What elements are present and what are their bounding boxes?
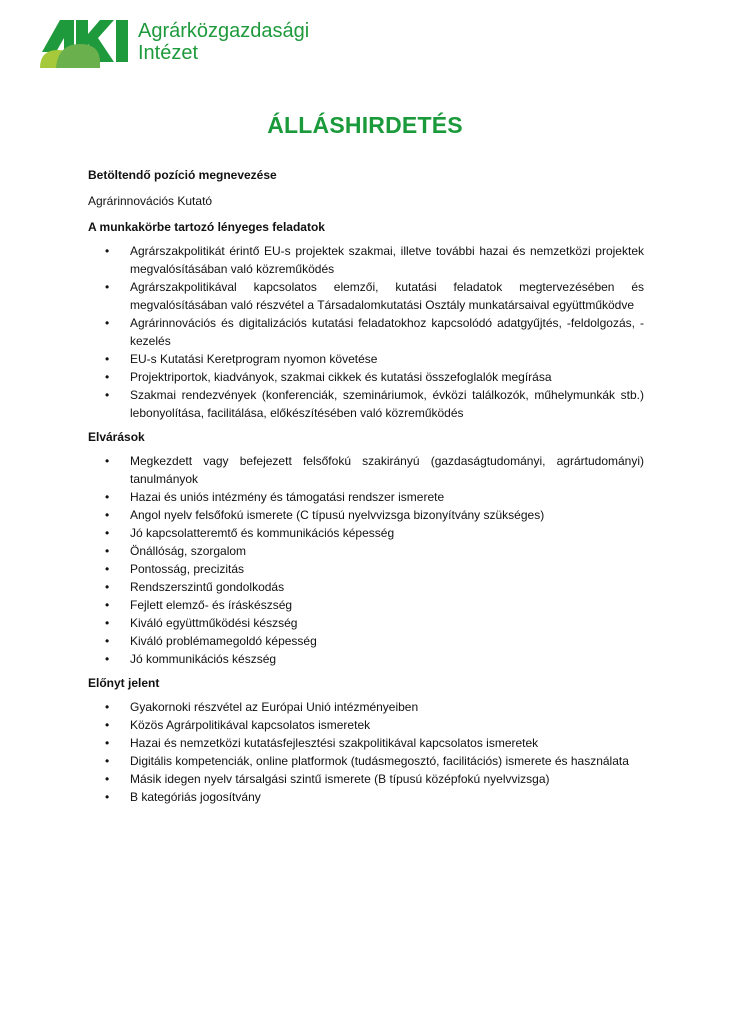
bullet-icon: • <box>105 736 110 750</box>
list-item <box>88 614 644 632</box>
list-item-text: Kiváló problémamegoldó képesség <box>130 634 317 648</box>
section-requirements <box>88 428 644 668</box>
list-item-text: Önállóság, szorgalom <box>130 544 247 558</box>
list-item <box>88 698 644 716</box>
list-item-text: Agrárszakpolitikát érintő EU-s projektek szakmai, illetve további hazai és nemzetközi projektek megvalósításában való közreműködés <box>130 244 644 276</box>
bullet-icon: • <box>105 508 110 522</box>
list-item <box>88 350 644 368</box>
bullet-icon: • <box>105 544 110 558</box>
list-item <box>88 386 644 422</box>
list-item <box>88 314 644 350</box>
institute-name-line-1: Agrárközgazdasági <box>138 20 310 42</box>
bullet-icon: • <box>105 454 110 468</box>
bullet-icon: • <box>105 718 110 732</box>
list-item-text: Projektriportok, kiadványok, szakmai cikkek és kutatási összefoglalók megírása <box>130 370 552 384</box>
bullet-icon: • <box>105 652 110 666</box>
list-item <box>88 650 644 668</box>
bullet-icon: • <box>105 790 110 804</box>
bullet-icon: • <box>105 580 110 594</box>
section-heading: Előnyt jelent <box>88 676 160 690</box>
bullet-list <box>88 452 644 668</box>
bullet-icon: • <box>105 700 110 714</box>
institute-name <box>138 20 309 64</box>
section-advantages <box>88 674 644 806</box>
bullet-icon: • <box>105 754 110 768</box>
list-item-text: Angol nyelv felsőfokú ismerete (C típusú nyelvvizsga bizonyítvány szükséges) <box>130 508 545 522</box>
list-item-text: Másik idegen nyelv társalgási szintű ismerete (B típusú középfokú nyelvvizsga) <box>130 772 550 786</box>
list-item-text: Gyakornoki részvétel az Európai Unió intézményeiben <box>130 700 419 714</box>
institute-name-line-2: Intézet <box>138 42 199 64</box>
position-heading: Betöltendő pozíció megnevezése <box>88 168 277 182</box>
list-item <box>88 788 644 806</box>
bullet-icon: • <box>105 634 110 648</box>
list-item <box>88 734 644 752</box>
list-item-text: Rendszerszintű gondolkodás <box>130 580 285 594</box>
list-item-text: Szakmai rendezvények (konferenciák, szemináriumok, évközi találkozók, műhelymunkák stb.) lebonyolítása, facilitálása, előkészítésében való közreműködés <box>130 388 644 420</box>
list-item <box>88 452 644 488</box>
bullet-icon: • <box>105 526 110 540</box>
bullet-icon: • <box>105 616 110 630</box>
job-posting-body <box>88 166 644 812</box>
bullet-icon: • <box>105 490 110 504</box>
list-item-text: Közös Agrárpolitikával kapcsolatos ismeretek <box>130 718 371 732</box>
list-item <box>88 506 644 524</box>
list-item-text: Digitális kompetenciák, online platformok (tudásmegosztó, facilitációs) ismerete és használata <box>130 754 629 768</box>
list-item <box>88 242 644 278</box>
bullet-icon: • <box>105 316 110 330</box>
bullet-list <box>88 242 644 422</box>
section-heading: A munkakörbe tartozó lényeges feladatok <box>88 220 325 234</box>
sections <box>88 218 644 806</box>
bullet-icon: • <box>105 370 110 384</box>
list-item-text: B kategóriás jogosítvány <box>130 790 261 804</box>
list-item-text: Megkezdett vagy befejezett felsőfokú szakirányú (gazdaságtudományi, agrártudományi) tanulmányok <box>130 454 644 486</box>
list-item-text: Kiváló együttműködési készség <box>130 616 298 630</box>
aki-logo <box>40 16 340 68</box>
bullet-icon: • <box>105 598 110 612</box>
list-item <box>88 578 644 596</box>
list-item-text: Jó kommunikációs készség <box>130 652 277 666</box>
list-item-text: Agrárszakpolitikával kapcsolatos elemzői, kutatási feladatok megtervezésében és megvalósításában való részvétel a Társadalomkutatási Osztály munkatársaival együttműködve <box>130 280 644 312</box>
bullet-icon: • <box>105 280 110 294</box>
aki-logo-mark-icon <box>40 16 136 68</box>
list-item <box>88 632 644 650</box>
bullet-icon: • <box>105 244 110 258</box>
list-item <box>88 542 644 560</box>
list-item <box>88 752 644 770</box>
list-item <box>88 524 644 542</box>
position-value: Agrárinnovációs Kutató <box>88 194 213 208</box>
bullet-icon: • <box>105 388 110 402</box>
section-heading: Elvárások <box>88 430 145 444</box>
list-item <box>88 368 644 386</box>
list-item-text: Hazai és uniós intézmény és támogatási rendszer ismerete <box>130 490 445 504</box>
list-item-text: Fejlett elemző- és íráskészség <box>130 598 293 612</box>
page-title: ÁLLÁSHIRDETÉS <box>267 112 463 138</box>
bullet-icon: • <box>105 352 110 366</box>
list-item <box>88 716 644 734</box>
list-item-text: Agrárinnovációs és digitalizációs kutatási feladatokhoz kapcsolódó adatgyűjtés, -feldolgozás, -kezelés <box>130 316 644 348</box>
list-item <box>88 488 644 506</box>
list-item-text: Hazai és nemzetközi kutatásfejlesztési szakpolitikával kapcsolatos ismeretek <box>130 736 539 750</box>
section-tasks <box>88 218 644 422</box>
list-item-text: Pontosság, precizitás <box>130 562 245 576</box>
bullet-list <box>88 698 644 806</box>
bullet-icon: • <box>105 772 110 786</box>
list-item <box>88 596 644 614</box>
list-item-text: EU-s Kutatási Keretprogram nyomon követése <box>130 352 378 366</box>
list-item-text: Jó kapcsolatteremtő és kommunikációs képesség <box>130 526 395 540</box>
bullet-icon: • <box>105 562 110 576</box>
list-item <box>88 560 644 578</box>
list-item <box>88 770 644 788</box>
list-item <box>88 278 644 314</box>
